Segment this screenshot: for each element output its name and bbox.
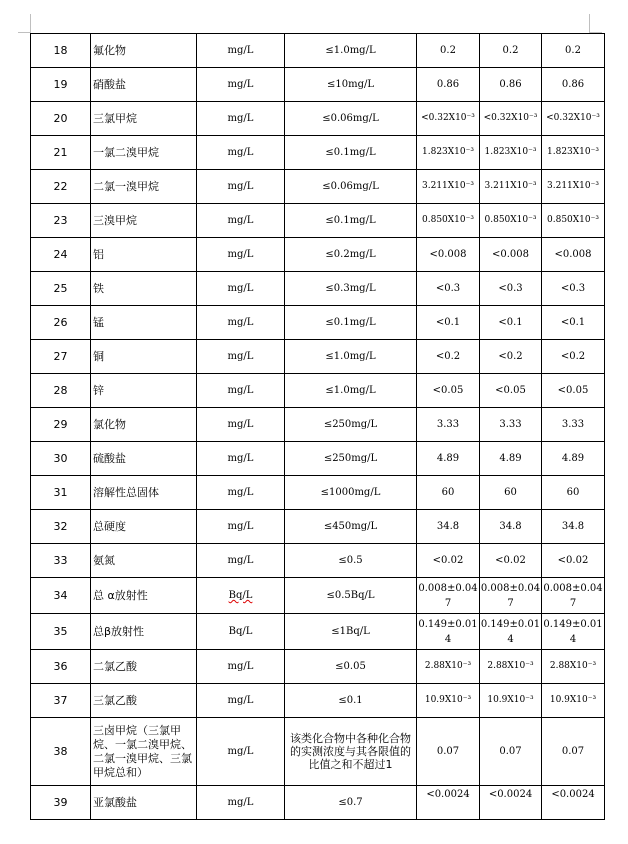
- result-3: 4.89: [542, 442, 605, 476]
- item-name: 三溴甲烷: [91, 204, 197, 238]
- table-row: [31, 374, 605, 408]
- result-3: <0.05: [542, 374, 605, 408]
- result-1: <0.008: [417, 238, 480, 272]
- table-row: [31, 170, 605, 204]
- result-2: <0.3: [480, 272, 542, 306]
- item-name: 三氯乙酸: [91, 684, 197, 718]
- item-name: 二氯乙酸: [91, 650, 197, 684]
- result-1: 4.89: [417, 442, 480, 476]
- row-number: 24: [31, 238, 91, 272]
- result-2: <0.0024: [480, 786, 542, 820]
- table-row: [31, 442, 605, 476]
- unit: mg/L: [197, 718, 285, 786]
- table-row: [31, 204, 605, 238]
- row-number: 37: [31, 684, 91, 718]
- item-name: 三氯甲烷: [91, 102, 197, 136]
- table-row: [31, 34, 605, 68]
- unit: mg/L: [197, 684, 285, 718]
- unit: mg/L: [197, 272, 285, 306]
- unit: mg/L: [197, 408, 285, 442]
- unit: mg/L: [197, 238, 285, 272]
- result-1: 2.88X10⁻³: [417, 650, 480, 684]
- item-name: 铁: [91, 272, 197, 306]
- result-2: 2.88X10⁻³: [480, 650, 542, 684]
- table-row: [31, 786, 605, 820]
- result-2: 34.8: [480, 510, 542, 544]
- result-2: <0.05: [480, 374, 542, 408]
- result-1: 3.33: [417, 408, 480, 442]
- limit-value: ≤0.2mg/L: [285, 238, 417, 272]
- result-2: <0.2: [480, 340, 542, 374]
- item-name: 铜: [91, 340, 197, 374]
- result-3: 60: [542, 476, 605, 510]
- result-3: 0.008±0.047: [542, 578, 605, 614]
- limit-value: ≤250mg/L: [285, 442, 417, 476]
- result-2: <0.008: [480, 238, 542, 272]
- unit: mg/L: [197, 544, 285, 578]
- water-quality-table: [30, 33, 605, 820]
- result-1: <0.2: [417, 340, 480, 374]
- limit-value: ≤450mg/L: [285, 510, 417, 544]
- result-1: 60: [417, 476, 480, 510]
- result-1: 0.149±0.014: [417, 614, 480, 650]
- result-3: 2.88X10⁻³: [542, 650, 605, 684]
- result-2: 0.07: [480, 718, 542, 786]
- limit-value: ≤250mg/L: [285, 408, 417, 442]
- item-name: 三卤甲烷（三氯甲烷、一氯二溴甲烷、二氯一溴甲烷、三氯甲烷总和）: [91, 718, 197, 786]
- item-name: 氯化物: [91, 408, 197, 442]
- result-2: 3.33: [480, 408, 542, 442]
- row-number: 27: [31, 340, 91, 374]
- row-number: 22: [31, 170, 91, 204]
- result-3: <0.3: [542, 272, 605, 306]
- unit: mg/L: [197, 34, 285, 68]
- result-1: 3.211X10⁻³: [417, 170, 480, 204]
- result-2: 1.823X10⁻³: [480, 136, 542, 170]
- result-3: <0.008: [542, 238, 605, 272]
- limit-value: ≤0.1mg/L: [285, 306, 417, 340]
- limit-value: ≤1.0mg/L: [285, 374, 417, 408]
- table-row: [31, 306, 605, 340]
- result-3: 0.07: [542, 718, 605, 786]
- item-name: 硫酸盐: [91, 442, 197, 476]
- item-name: 亚氯酸盐: [91, 786, 197, 820]
- limit-value: ≤0.3mg/L: [285, 272, 417, 306]
- result-1: 1.823X10⁻³: [417, 136, 480, 170]
- item-name: 硝酸盐: [91, 68, 197, 102]
- item-name: 一氯二溴甲烷: [91, 136, 197, 170]
- result-2: 0.149±0.014: [480, 614, 542, 650]
- result-1: 0.2: [417, 34, 480, 68]
- result-3: 34.8: [542, 510, 605, 544]
- result-3: 0.2: [542, 34, 605, 68]
- table-row: [31, 272, 605, 306]
- unit: mg/L: [197, 170, 285, 204]
- limit-value: ≤1Bq/L: [285, 614, 417, 650]
- page-corner-mark-left: [18, 14, 31, 33]
- limit-value: ≤0.06mg/L: [285, 170, 417, 204]
- item-name: 总β放射性: [91, 614, 197, 650]
- result-3: 0.149±0.014: [542, 614, 605, 650]
- result-1: 10.9X10⁻³: [417, 684, 480, 718]
- result-3: 1.823X10⁻³: [542, 136, 605, 170]
- result-2: <0.02: [480, 544, 542, 578]
- limit-value: ≤0.5: [285, 544, 417, 578]
- result-3: 0.86: [542, 68, 605, 102]
- result-1: 0.008±0.047: [417, 578, 480, 614]
- row-number: 26: [31, 306, 91, 340]
- row-number: 35: [31, 614, 91, 650]
- row-number: 18: [31, 34, 91, 68]
- table-row: [31, 718, 605, 786]
- result-3: 0.850X10⁻³: [542, 204, 605, 238]
- row-number: 23: [31, 204, 91, 238]
- limit-value: ≤10mg/L: [285, 68, 417, 102]
- table-row: [31, 102, 605, 136]
- row-number: 29: [31, 408, 91, 442]
- table-row: [31, 136, 605, 170]
- unit: mg/L: [197, 68, 285, 102]
- result-1: 0.86: [417, 68, 480, 102]
- unit: mg/L: [197, 476, 285, 510]
- row-number: 38: [31, 718, 91, 786]
- table-row: [31, 476, 605, 510]
- result-1: <0.05: [417, 374, 480, 408]
- unit: mg/L: [197, 442, 285, 476]
- result-2: <0.1: [480, 306, 542, 340]
- result-2: 0.2: [480, 34, 542, 68]
- unit: Bq/L: [197, 614, 285, 650]
- unit: mg/L: [197, 102, 285, 136]
- row-number: 19: [31, 68, 91, 102]
- result-2: 0.850X10⁻³: [480, 204, 542, 238]
- item-name: 锰: [91, 306, 197, 340]
- row-number: 30: [31, 442, 91, 476]
- limit-value: 该类化合物中各种化合物的实测浓度与其各限值的比值之和不超过1: [285, 718, 417, 786]
- result-3: <0.1: [542, 306, 605, 340]
- result-2: 10.9X10⁻³: [480, 684, 542, 718]
- row-number: 25: [31, 272, 91, 306]
- limit-value: ≤1000mg/L: [285, 476, 417, 510]
- table-row: [31, 650, 605, 684]
- result-1: <0.32X10⁻³: [417, 102, 480, 136]
- item-name: 二氯一溴甲烷: [91, 170, 197, 204]
- table-row: [31, 68, 605, 102]
- result-1: <0.02: [417, 544, 480, 578]
- row-number: 39: [31, 786, 91, 820]
- limit-value: ≤1.0mg/L: [285, 34, 417, 68]
- limit-value: ≤1.0mg/L: [285, 340, 417, 374]
- row-number: 28: [31, 374, 91, 408]
- row-number: 34: [31, 578, 91, 614]
- result-1: 0.07: [417, 718, 480, 786]
- result-2: 0.86: [480, 68, 542, 102]
- row-number: 36: [31, 650, 91, 684]
- limit-value: ≤0.06mg/L: [285, 102, 417, 136]
- unit: mg/L: [197, 650, 285, 684]
- result-3: 3.211X10⁻³: [542, 170, 605, 204]
- row-number: 20: [31, 102, 91, 136]
- result-1: <0.3: [417, 272, 480, 306]
- table-row: [31, 408, 605, 442]
- result-1: <0.1: [417, 306, 480, 340]
- result-1: 0.850X10⁻³: [417, 204, 480, 238]
- item-name: 溶解性总固体: [91, 476, 197, 510]
- row-number: 31: [31, 476, 91, 510]
- item-name: 氨氮: [91, 544, 197, 578]
- table-row: [31, 510, 605, 544]
- result-3: 10.9X10⁻³: [542, 684, 605, 718]
- item-name: 氟化物: [91, 34, 197, 68]
- result-2: 0.008±0.047: [480, 578, 542, 614]
- table-row: [31, 684, 605, 718]
- unit: mg/L: [197, 340, 285, 374]
- result-3: <0.32X10⁻³: [542, 102, 605, 136]
- result-2: <0.32X10⁻³: [480, 102, 542, 136]
- limit-value: ≤0.1: [285, 684, 417, 718]
- result-3: <0.2: [542, 340, 605, 374]
- result-3: 3.33: [542, 408, 605, 442]
- result-2: 3.211X10⁻³: [480, 170, 542, 204]
- unit: mg/L: [197, 204, 285, 238]
- result-3: <0.0024: [542, 786, 605, 820]
- result-3: <0.02: [542, 544, 605, 578]
- unit: mg/L: [197, 786, 285, 820]
- item-name: 锌: [91, 374, 197, 408]
- result-1: <0.0024: [417, 786, 480, 820]
- item-name: 总 α放射性: [91, 578, 197, 614]
- table-row: [31, 578, 605, 614]
- limit-value: ≤0.7: [285, 786, 417, 820]
- limit-value: ≤0.05: [285, 650, 417, 684]
- result-2: 60: [480, 476, 542, 510]
- item-name: 总硬度: [91, 510, 197, 544]
- result-2: 4.89: [480, 442, 542, 476]
- result-1: 34.8: [417, 510, 480, 544]
- limit-value: ≤0.1mg/L: [285, 204, 417, 238]
- row-number: 33: [31, 544, 91, 578]
- unit: mg/L: [197, 510, 285, 544]
- unit: mg/L: [197, 374, 285, 408]
- unit: mg/L: [197, 136, 285, 170]
- table-row: [31, 614, 605, 650]
- table-row: [31, 544, 605, 578]
- limit-value: ≤0.1mg/L: [285, 136, 417, 170]
- item-name: 铝: [91, 238, 197, 272]
- table-row: [31, 340, 605, 374]
- row-number: 32: [31, 510, 91, 544]
- row-number: 21: [31, 136, 91, 170]
- unit: Bq/L: [197, 578, 285, 614]
- unit: mg/L: [197, 306, 285, 340]
- limit-value: ≤0.5Bq/L: [285, 578, 417, 614]
- table-row: [31, 238, 605, 272]
- page-corner-mark-right: [589, 14, 602, 33]
